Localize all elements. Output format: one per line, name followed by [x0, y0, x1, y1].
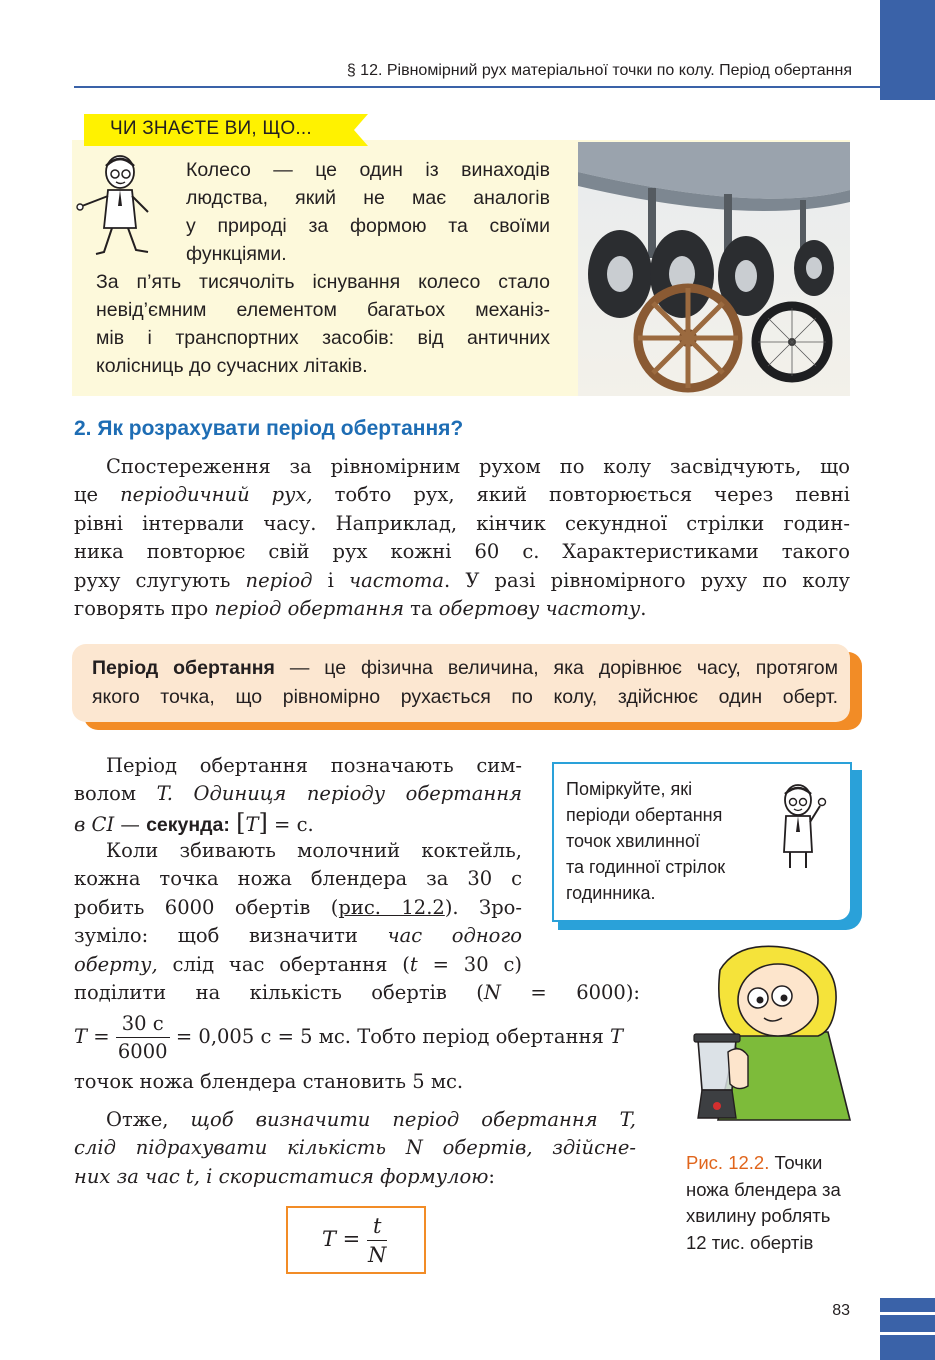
girl-with-blender-illustration [678, 940, 858, 1130]
page-edge-marker-top [880, 0, 935, 100]
text-line: невід’ємним елементом багатьох механіз- [96, 299, 550, 321]
paragraph-blender-result [74, 1068, 640, 1096]
text-line: періоди обертання [566, 805, 723, 825]
paragraph-conclusion [74, 1106, 636, 1191]
text-line: Період обертання позначають сим- [106, 754, 522, 777]
text-line: Спостереження за рівномірним рухом по колу засвідчують, що [106, 455, 850, 478]
text-line: кожна точка ножа блендера за 30 с [74, 867, 522, 891]
text-line: функціями. [186, 243, 287, 265]
wheels-photo [578, 142, 850, 396]
definition-term: Період обертання [92, 657, 275, 679]
text-line: Коли збивають молочний коктейль, [106, 839, 522, 862]
header-rule [74, 86, 880, 88]
text-line: в СІ — секунда: [T] = с. [74, 808, 314, 837]
text-line: Отже, щоб визначити період обертання T, [106, 1108, 636, 1131]
did-you-know-banner [84, 114, 368, 146]
text-line: точок ножа блендера становить 5 мс. [74, 1070, 464, 1093]
text-line: Поміркуйте, які [566, 779, 693, 799]
paragraph-symbol [74, 752, 522, 837]
text-line: За п’ять тисячоліть існування колесо стало [96, 271, 550, 293]
paragraph-blender [74, 837, 522, 979]
fraction: $\frac{t}{N}$ [368, 1214, 387, 1267]
text-line: оберту, слід час обертання (t = 30 с) [74, 952, 522, 976]
page-edge-marker-bottom [880, 1298, 935, 1360]
text-line: Колесо — це один із винаходів [186, 159, 550, 181]
text-line: них за час t, і скористатися формулою: [74, 1164, 495, 1188]
text-line: слід підрахувати кількість N обертів, здійсне- [74, 1136, 636, 1160]
formula-box-period: T = $\frac{t}{N}$ [286, 1206, 426, 1274]
text-line: рівні інтервали часу. Наприклад, кінчик секундної стрілки годин- [74, 511, 850, 535]
text-line: Період обертання — це фізична величина, яка дорівнює часу, протягом [92, 657, 838, 679]
section-heading: 2. Як розрахувати період обертання? [74, 417, 464, 440]
text-line: руху слугують період і частота. У разі рівномірного руху по колу [74, 568, 850, 592]
fraction: $\frac{30 с}{6000}$ [116, 1012, 170, 1063]
definition-text [92, 654, 838, 712]
did-you-know-text-bottom [96, 268, 550, 380]
page-number: 83 [832, 1302, 850, 1319]
paragraph-periodic-motion [74, 453, 850, 623]
text-line: поділити на кількість обертів (N = 6000): [74, 981, 641, 1004]
formula-blender-period: T = $\frac{30 с}{6000}$ = 0,005 с = 5 мс. Тобто період обертання T [74, 1012, 624, 1063]
did-you-know-title: ЧИ ЗНАЄТЕ ВИ, ЩО... [110, 118, 312, 139]
text-line: якого точка, що рівномірно рухається по колу, здійснює один оберт. [92, 686, 838, 708]
think-box-text [566, 776, 766, 906]
figure-caption: Рис. 12.2. Точки ножа блендера за хвилину роблять 12 тис. обертів [686, 1152, 841, 1253]
text-line: годинника. [566, 883, 656, 903]
scientist-thinking-icon [770, 780, 834, 872]
text-line: говорять про період обертання та обертову частоту. [74, 596, 647, 620]
text-line: зуміло: щоб визначити час одного [74, 924, 523, 948]
paragraph-blender-cont [74, 979, 640, 1007]
figure-label: Рис. 12.2. [686, 1152, 770, 1173]
text-line: мів і транспортних засобів: від античних [96, 327, 550, 349]
figure-reference-link[interactable]: рис. 12.2 [338, 895, 445, 919]
text-line: та годинної стрілок [566, 857, 726, 877]
text-line: у природі за формою та своїми [186, 215, 550, 237]
scientist-walking-icon [74, 150, 162, 260]
text-line: робить 6000 обертів (рис. 12.2). Зро- [74, 895, 522, 919]
text-line: людства, який не має аналогів [186, 187, 550, 209]
running-header: § 12. Рівномірний рух матеріальної точки по колу. Період обертання [346, 62, 852, 79]
text-line: це періодичний рух, тобто рух, який повторюється через певні [74, 483, 850, 507]
did-you-know-text-top [186, 156, 550, 268]
text-line: волом T. Одиниця періоду обертання [74, 782, 523, 806]
text-line: точок хвилинної [566, 831, 700, 851]
text-line: ника повторює свій рух кожні 60 с. Характеристиками такого [74, 540, 850, 564]
text-line: колісниць до сучасних літаків. [96, 355, 368, 377]
